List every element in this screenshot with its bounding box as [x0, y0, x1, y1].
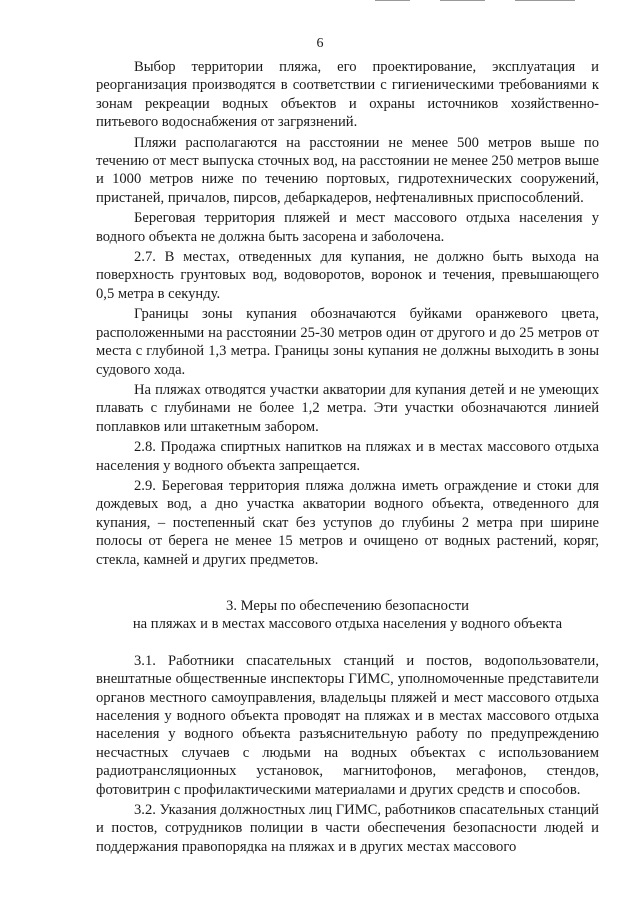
paragraph-2-8: 2.8. Продажа спиртных напитков на пляжах и в местах массового отдыха населения у водного объекта запрещается. [96, 439, 599, 474]
section-heading-line-2: на пляжах и в местах массового отдыха населения у водного объекта [132, 616, 563, 633]
paragraph-3-1: 3.1. Работники спасательных станций и постов, водопользователи, внештатные общественные инспекторы ГИМС, уполномоченные представители органов местного самоуправления, владельцы пляжей и мест массового отдыха населения у водного объекта проводят на пляжах и в местах массового отдыха населения у водного объекта разъяснительную работу по предупреждению несчастных случаев с людьми на водных объектах с использованием радиотрансляционных установок, магнитофонов, мегафонов, стендов, фотовитрин с профилактическими материалами и других средств и способов. [96, 652, 599, 798]
paragraph-swim-zone-borders: Границы зоны купания обозначаются буйками оранжевого цвета, расположенными на расстоянии 25-30 метров один от другого и до 25 метров от места с глубиной 1,3 метра. Границы зоны купания не должны выходить в зоны судового хода. [96, 306, 599, 378]
paragraph-2-9: 2.9. Береговая территория пляжа должна иметь ограждение и стоки для дождевых вод, а дно участка акватории водного объекта, отведенного для купания, – постепенный скат без уступов до глубины 2 метра при ширине полосы от берега не менее 15 метров и очищено от водных растений, коряг, стекла, камней и других предметов. [96, 477, 599, 568]
section-heading [96, 597, 599, 634]
paragraph-shore-territory: Береговая территория пляжей и мест массового отдыха населения у водного объекта не должна быть засорена и заболочена. [96, 210, 599, 245]
document-body [96, 58, 599, 856]
paragraph-beach-selection: Выбор территории пляжа, его проектирование, эксплуатация и реорганизация производятся в соответствии с гигиеническими требованиями к зонам рекреации водных объектов и охраны источников хозяйственно-питьевого водоснабжения от загрязнений. [96, 59, 599, 131]
paragraph-beach-distance: Пляжи располагаются на расстоянии не менее 500 метров выше по течению от мест выпуска сточных вод, на расстоянии не менее 250 метров выше и 1000 метров ниже по течению портовых, гидротехнических сооружений, пристаней, причалов, пирсов, дебаркадеров, нефтеналивных приспособлений. [96, 134, 599, 206]
paragraph-3-2: 3.2. Указания должностных лиц ГИМС, работников спасательных станций и постов, сотрудников полиции в части обеспечения безопасности людей и поддержания правопорядка на пляжах и в других местах массового [96, 802, 599, 855]
scan-edge-mark [375, 0, 410, 1]
paragraph-2-7: 2.7. В местах, отведенных для купания, не должно быть выхода на поверхность грунтовых вод, водоворотов, воронок и течения, превышающего 0,5 метра в секунду. [96, 249, 599, 302]
scan-edge-mark [440, 0, 485, 1]
section-heading-line-1: 3. Меры по обеспечению безопасности [226, 597, 469, 614]
page-number: 6 [316, 36, 324, 51]
paragraph-children-areas: На пляжах отводятся участки акватории для купания детей и не умеющих плавать с глубинами не более 1,2 метра. Эти участки обозначаются линией поплавков или штакетным забором. [96, 381, 599, 435]
scan-edge-mark [515, 0, 575, 1]
